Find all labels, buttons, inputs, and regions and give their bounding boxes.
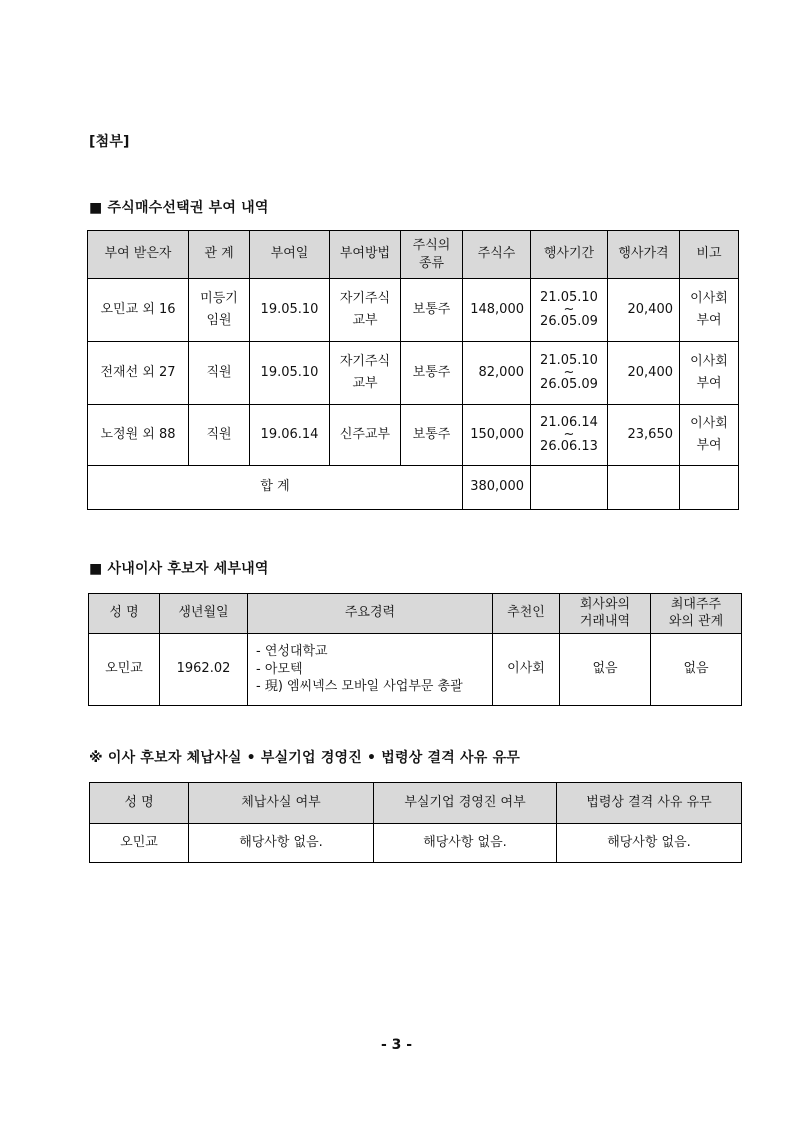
career-item: - 現) 엠씨넥스 모바일 사업부문 총괄 (256, 679, 463, 695)
share-count: 148,000 (463, 279, 531, 342)
period-end: 26.06.13 (540, 438, 598, 454)
career-item: - 아모텍 (256, 661, 303, 677)
header-grant-method: 부여방법 (330, 231, 401, 279)
table-header-row (89, 594, 742, 634)
exercise-period (531, 279, 608, 342)
career-item: - 연성대학교 (256, 644, 328, 660)
total-label: 합 계 (88, 466, 463, 510)
header-exercise-price: 행사가격 (608, 231, 680, 279)
grantee: 오민교 외 16 (88, 279, 189, 342)
director-candidate-table (88, 593, 742, 706)
header-recommender: 추천인 (493, 594, 560, 634)
header-name: 성 명 (90, 783, 189, 824)
table-row (89, 634, 742, 706)
header-tax-delinquency: 체납사실 여부 (189, 783, 374, 824)
stock-option-table (87, 230, 739, 510)
total-empty-cell (680, 466, 739, 510)
candidate-recommender: 이사회 (493, 634, 560, 706)
tax-delinquency-value: 해당사항 없음. (189, 824, 374, 863)
header-note: 비고 (680, 231, 739, 279)
grant-date: 19.06.14 (250, 405, 330, 466)
candidate-name: 오민교 (89, 634, 160, 706)
period-tilde: ~ (563, 365, 575, 381)
relation: 미등기 임원 (189, 279, 250, 342)
candidate-transactions: 없음 (560, 634, 651, 706)
grant-date: 19.05.10 (250, 279, 330, 342)
header-name: 성 명 (89, 594, 160, 634)
period-tilde: ~ (563, 427, 575, 443)
total-empty-cell (531, 466, 608, 510)
relation: 직원 (189, 342, 250, 405)
header-relation: 관 계 (189, 231, 250, 279)
stock-option-section-title: ■ 주식매수선택권 부여 내역 (89, 200, 269, 216)
header-career: 주요경력 (248, 594, 493, 634)
total-shares: 380,000 (463, 466, 531, 510)
exercise-price: 23,650 (608, 405, 680, 466)
grant-method: 자기주식 교부 (330, 342, 401, 405)
share-count: 82,000 (463, 342, 531, 405)
table-row (90, 824, 742, 863)
exercise-period (531, 342, 608, 405)
header-legal-disqualification: 법령상 결격 사유 유무 (557, 783, 742, 824)
total-row (88, 466, 739, 510)
header-share-type: 주식의 종류 (401, 231, 463, 279)
grantee: 노정원 외 88 (88, 405, 189, 466)
legal-disqualification-value: 해당사항 없음. (557, 824, 742, 863)
period-end: 26.05.09 (540, 313, 598, 329)
period-tilde: ~ (563, 302, 575, 318)
candidate-name: 오민교 (90, 824, 189, 863)
table-row (88, 405, 739, 466)
note: 이사회 부여 (680, 405, 739, 466)
page-number: - 3 - (380, 1037, 413, 1053)
candidate-major-shareholder-relation: 없음 (651, 634, 742, 706)
disqualification-section-title: ※ 이사 후보자 체납사실 • 부실기업 경영진 • 법령상 결격 사유 유무 (89, 750, 521, 766)
director-candidate-section-title: ■ 사내이사 후보자 세부내역 (89, 561, 269, 577)
total-empty-cell (608, 466, 680, 510)
share-count: 150,000 (463, 405, 531, 466)
share-type: 보통주 (401, 342, 463, 405)
disqualification-table (89, 782, 742, 863)
insolvent-management-value: 해당사항 없음. (374, 824, 557, 863)
candidate-birth: 1962.02 (160, 634, 248, 706)
header-exercise-period: 행사기간 (531, 231, 608, 279)
header-birth: 생년월일 (160, 594, 248, 634)
grant-method: 자기주식 교부 (330, 279, 401, 342)
relation: 직원 (189, 405, 250, 466)
exercise-price: 20,400 (608, 279, 680, 342)
table-header-row (88, 231, 739, 279)
grant-method: 신주교부 (330, 405, 401, 466)
period-end: 26.05.09 (540, 376, 598, 392)
exercise-period (531, 405, 608, 466)
share-type: 보통주 (401, 405, 463, 466)
header-grantee: 부여 받은자 (88, 231, 189, 279)
header-insolvent-management: 부실기업 경영진 여부 (374, 783, 557, 824)
note: 이사회 부여 (680, 279, 739, 342)
period-start: 21.06.14 (540, 415, 598, 431)
header-transactions: 회사와의 거래내역 (560, 594, 651, 634)
exercise-price: 20,400 (608, 342, 680, 405)
table-header-row (90, 783, 742, 824)
table-row (88, 342, 739, 405)
table-row (88, 279, 739, 342)
header-share-count: 주식수 (463, 231, 531, 279)
period-start: 21.05.10 (540, 353, 598, 369)
header-major-shareholder: 최대주주 와의 관계 (651, 594, 742, 634)
candidate-career (248, 634, 493, 706)
period-start: 21.05.10 (540, 290, 598, 306)
header-grant-date: 부여일 (250, 231, 330, 279)
note: 이사회 부여 (680, 342, 739, 405)
share-type: 보통주 (401, 279, 463, 342)
grantee: 전재선 외 27 (88, 342, 189, 405)
grant-date: 19.05.10 (250, 342, 330, 405)
attachment-label: [첨부] (89, 134, 130, 150)
